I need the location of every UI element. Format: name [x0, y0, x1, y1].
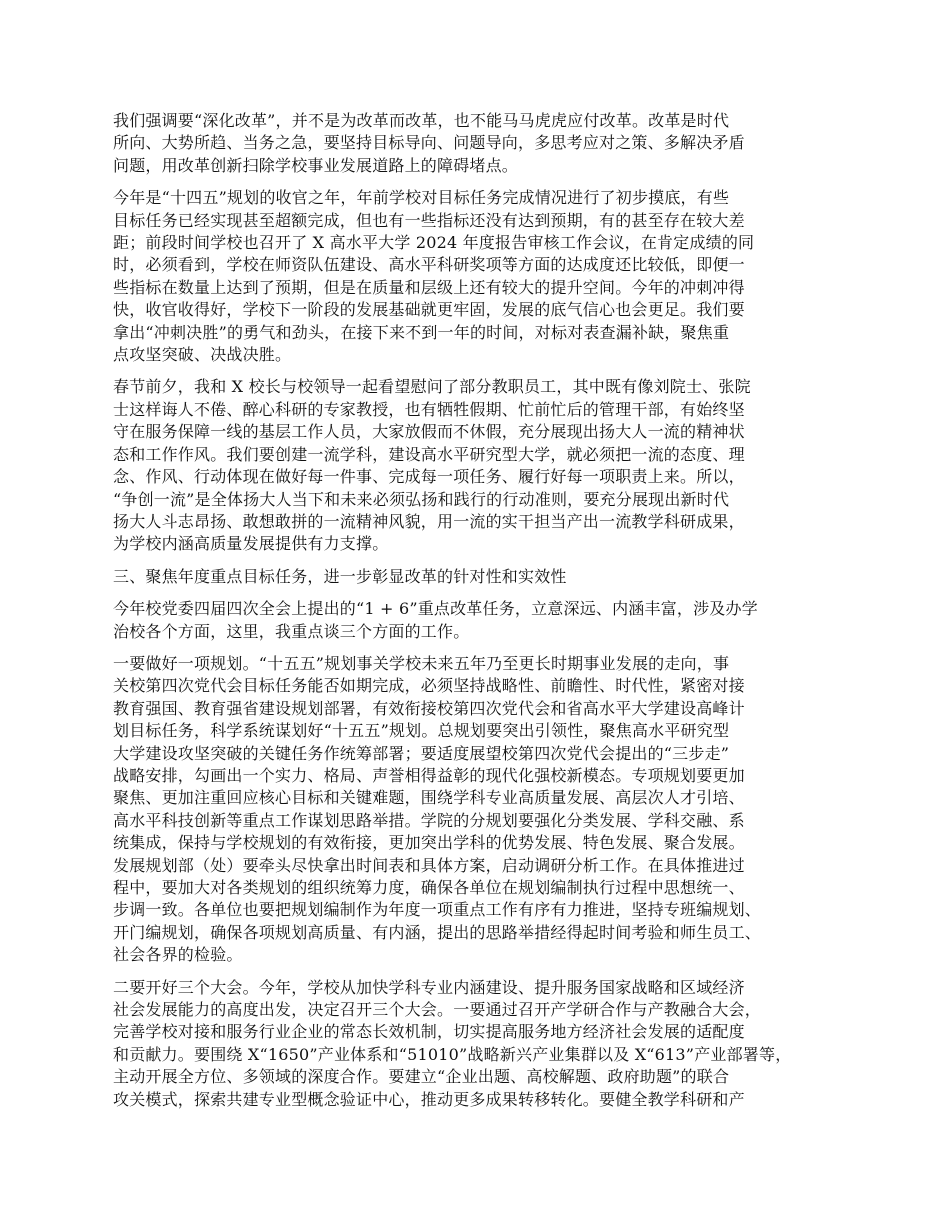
- text-line: 态和工作作风。我们要创建一流学科，建设高水平研究型大学，就必须把一流的态度、理: [113, 444, 745, 464]
- text-line: 关校第四次党代会目标任务能否如期完成，必须坚持战略性、前瞻性、时代性，紧密对接: [113, 676, 745, 696]
- text-line: 一要做好一项规划。“十五五”规划事关学校未来五年乃至更长时期事业发展的走向，事: [113, 653, 730, 673]
- text-line: 士这样诲人不倦、醉心科研的专家教授，也有牺牲假期、忙前忙后的管理干部，有始终坚: [113, 399, 745, 419]
- text-line: 今年校党委四届四次全会上提出的“1 + 6”重点改革任务，立意深远、内涵丰富，涉及办学: [113, 599, 758, 619]
- text-line: 治校各个方面，这里，我重点谈三个方面的工作。: [113, 621, 470, 641]
- paragraph-final-year: [113, 187, 843, 366]
- text-line: 距；前段时间学校也召开了 X 高水平大学 2024 年度报告审核工作会议，在肯定成绩的同: [113, 233, 755, 253]
- text-line: 拿出“冲刺决胜”的勇气和劲头，在接下来不到一年的时间，对标对表查漏补缺，聚焦重: [113, 322, 730, 342]
- section-heading: [113, 566, 843, 588]
- text-line: 完善学校对接和服务行业企业的常态长效机制，切实提高服务地方经济社会发展的适配度: [113, 1022, 745, 1042]
- text-line: “争创一流”是全体扬大人当下和未来必须弘扬和践行的行动准则，要充分展现出新时代: [113, 489, 730, 509]
- text-line: 时，必须看到，学校在师资队伍建设、高水平科研奖项等方面的达成度还比较低，即便一: [113, 255, 745, 275]
- text-line: 我们强调要“深化改革”，并不是为改革而改革，也不能马马虎虎应付改革。改革是时代: [113, 111, 730, 130]
- text-line: 大学建设攻坚突破的关键任务作统筹部署；要适度展望校第四次党代会提出的“三步走”: [113, 743, 730, 763]
- text-line: 扬大人斗志昂扬、敢想敢拼的一流精神风貌，用一流的实干担当产出一流教学科研成果，: [113, 511, 745, 531]
- text-line: 为学校内涵高质量发展提供有力支撑。: [113, 534, 389, 554]
- text-line: 社会发展能力的高度出发，决定召开三个大会。一要通过召开产学研合作与产教融合大会，: [113, 1000, 762, 1020]
- text-line: 念、作风、行动体现在做好每一件事、完成每一项任务、履行好每一项职责上来。所以，: [113, 467, 745, 487]
- text-line: 点攻坚突破、决战决胜。: [113, 345, 292, 365]
- text-line: 攻关模式，探索共建专业型概念验证中心，推动更多成果转移转化。要健全教学科研和产: [113, 1089, 745, 1109]
- text-line: 统集成，保持与学校规划的有效衔接，更加突出学科的优势发展、特色发展、聚合发展。: [113, 833, 745, 853]
- text-line: 快，收官收得好，学校下一阶段的发展基础就更牢固，发展的底气信心也会更足。我们要: [113, 300, 745, 320]
- paragraph-three-conferences: [113, 977, 843, 1111]
- text-line: 主动开展全方位、多领域的深度合作。要建立“企业出题、高校解题、政府助题”的联合: [113, 1067, 730, 1087]
- text-line: 二要开好三个大会。今年，学校从加快学科专业内涵建设、提升服务国家战略和区域经济: [113, 977, 745, 997]
- text-line: 目标任务已经实现甚至超额完成，但也有一些指标还没有达到预期，有的甚至存在较大差: [113, 210, 745, 230]
- paragraph-deepen-reform: [113, 110, 843, 177]
- text-line: 问题，用改革创新扫除学校事业发展道路上的障碍堵点。: [113, 155, 519, 175]
- text-line: 程中，要加大对各类规划的组织统筹力度，确保各单位在规划编制执行过程中思想统一、: [113, 878, 745, 897]
- text-line: 高水平科技创新等重点工作谋划思路举措。学院的分规划要强化分类发展、学科交融、系: [113, 810, 745, 830]
- text-line: 教育强国、教育强省建设规划部署，有效衔接校第四次党代会和省高水平大学建设高峰计: [113, 698, 745, 718]
- text-line: 所向、大势所趋、当务之急，要坚持目标导向、问题导向，多思考应对之策、多解决矛盾: [113, 133, 745, 153]
- text-line: 划目标任务，科学系统谋划好“十五五”规划。总规划要突出引领性，聚焦高水平研究型: [113, 721, 730, 741]
- text-line: 些指标在数量上达到了预期，但是在质量和层级上还有较大的提升空间。今年的冲刺冲得: [113, 277, 745, 297]
- text-line: 步调一致。各单位也要把规划编制作为年度一项重点工作有序有力推进，坚持专班编规划、: [113, 900, 762, 920]
- text-line: 聚焦、更加注重回应核心目标和关键难题，围绕学科专业高质量发展、高层次人才引培、: [113, 788, 745, 808]
- text-line: 今年是“十四五”规划的收官之年，年前学校对目标任务完成情况进行了初步摸底，有些: [113, 188, 730, 208]
- paragraph-reform-tasks: [113, 598, 843, 643]
- text-line: 开门编规划，确保各项规划高质量、有内涵，提出的思路举措经得起时间考验和师生员工、: [113, 922, 762, 942]
- heading-text: 三、聚焦年度重点目标任务，进一步彰显改革的针对性和实效性: [113, 566, 567, 586]
- text-line: 和贡献力。要围绕 X“1650”产业体系和“51010”战略新兴产业集群以及 X“613”产业部署等，: [113, 1044, 792, 1064]
- document-page: [113, 110, 843, 1121]
- paragraph-spring-festival: [113, 376, 843, 555]
- text-line: 春节前夕，我和 X 校长与校领导一起看望慰问了部分教职员工，其中既有像刘院士、张院: [113, 377, 751, 397]
- text-line: 守在服务保障一线的基层工作人员，大家放假而不休假，充分展现出扬大人一流的精神状: [113, 422, 745, 442]
- text-line: 战略安排，勾画出一个实力、格局、声誉相得益彰的现代化强校新模态。专项规划要更加: [113, 765, 745, 785]
- paragraph-planning: [113, 653, 843, 967]
- text-line: 社会各界的检验。: [113, 945, 243, 965]
- text-line: 发展规划部（处）要牵头尽快拿出时间表和具体方案，启动调研分析工作。在具体推进过: [113, 855, 745, 875]
